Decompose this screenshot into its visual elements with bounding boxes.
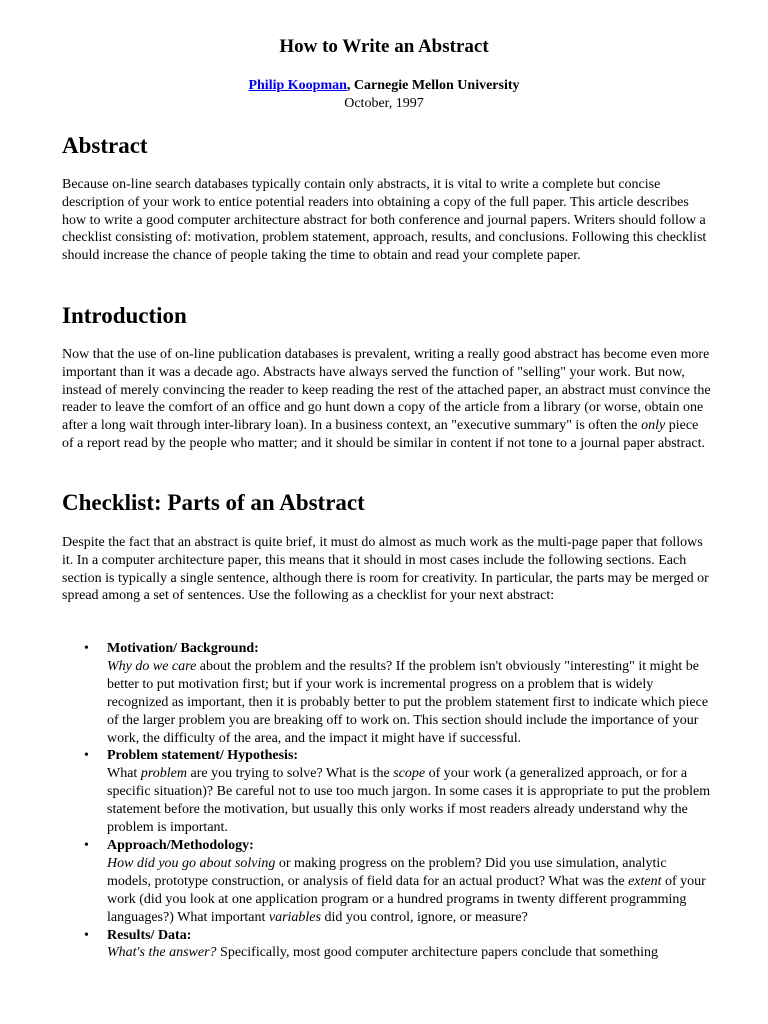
introduction-heading: Introduction — [62, 303, 187, 328]
author-link[interactable]: Philip Koopman — [248, 78, 347, 93]
abstract-heading: Abstract — [62, 133, 148, 158]
list-item-label: Results/ Data: — [107, 927, 192, 943]
author-affiliation: , Carnegie Mellon University — [346, 78, 520, 93]
emphasis-only: only — [641, 418, 666, 434]
checklist-heading: Checklist: Parts of an Abstract — [62, 490, 365, 515]
list-item — [62, 640, 712, 747]
list-item-body: What problem are you trying to solve? What is the scope of your work (a generalized approach, or for a specific situation)? Be careful not to use too much jargon. In some cases it is appropriate to put the problem statement before the motivation, but usually this only works if most readers already understand why the problem is important. — [107, 766, 711, 836]
list-item-label: Problem statement/ Hypothesis: — [107, 748, 299, 764]
byline — [0, 77, 768, 113]
list-item — [62, 927, 712, 963]
checklist-paragraph: Despite the fact that an abstract is quite brief, it must do almost as much work as the multi-page paper that follows it. In a computer architecture paper, this means that it should in most cases include the following sections. Each section is typically a single sentence, although there is room for creativity. In particular, the parts may be merged or spread among a set of sentences. Use the following as a checklist for your next abstract: — [62, 535, 709, 604]
list-item-body: Why do we care about the problem and the results? If the problem isn't obviously "interesting" it might be better to put motivation first; but if your work is incremental progress on a problem that is widely recognized as important, then it is probably better to put the problem statement first to indicate which piece of the larger problem you are breaking off to work on. This section should include the importance of your work, the difficulty of the area, and the impact it might have if successful. — [107, 658, 709, 746]
introduction-paragraph: Now that the use of on-line publication databases is prevalent, writing a really good abstract has become even more important than it was a decade ago. Abstracts have always served the function of "selling" your work. But now, instead of merely convincing the reader to keep reading the rest of the attached paper, an abstract must convince the reader to leave the comfort of an office and go hunt down a copy of the article from a library (or worse, obtain one after a long wait through inter-library loan). In a business context, an "executive summary" is often the only piece of a report read by the people who matter; and it should be similar in content if not tone to a journal paper abstract. — [62, 347, 711, 451]
checklist-list — [62, 640, 712, 962]
list-item-label: Approach/Methodology: — [107, 837, 254, 853]
bullet-icon: • — [84, 748, 89, 764]
bullet-icon: • — [84, 837, 89, 853]
bullet-icon: • — [84, 641, 89, 656]
page-title: How to Write an Abstract — [279, 36, 489, 57]
list-item — [62, 837, 712, 927]
list-item — [62, 747, 712, 837]
list-item-body: How did you go about solving or making progress on the problem? Did you use simulation, analytic models, prototype construction, or analysis of field data for an actual product? What was the extent of your work (did you look at one application program or a hundred programs in twenty different programming languages?) What important variables did you control, ignore, or measure? — [107, 855, 706, 925]
list-item-body: What's the answer? Specifically, most good computer architecture papers conclude that something — [107, 945, 659, 961]
abstract-paragraph: Because on-line search databases typically contain only abstracts, it is vital to write a complete but concise description of your work to entice potential readers into obtaining a copy of the full paper. This article describes how to write a good computer architecture abstract for both conference and journal papers. Writers should follow a checklist consisting of: motivation, problem statement, approach, results, and conclusions. Following this checklist should increase the chance of people taking the time to obtain and read your complete paper. — [62, 177, 707, 264]
bullet-icon: • — [84, 927, 89, 943]
publication-date: October, 1997 — [344, 96, 424, 111]
list-item-label: Motivation/ Background: — [107, 641, 259, 656]
